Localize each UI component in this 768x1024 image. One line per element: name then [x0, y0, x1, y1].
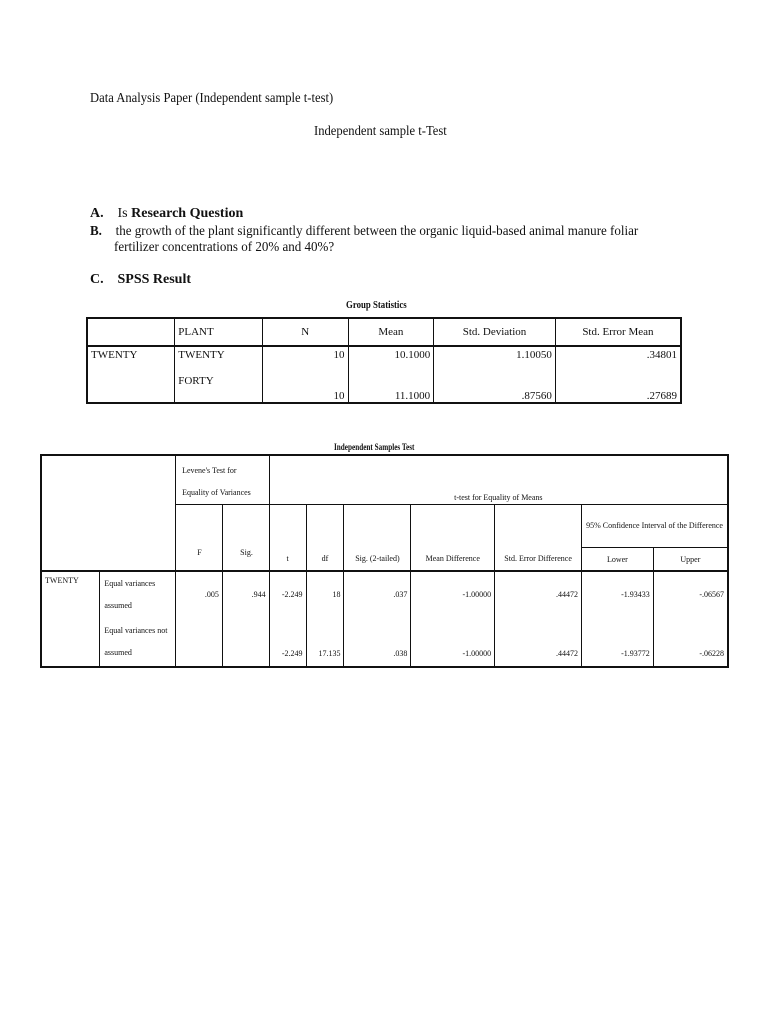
gs-cell-mean: 11.1000 — [348, 375, 434, 403]
ist-cell-sed: .44472 — [495, 617, 582, 667]
independent-test-table — [40, 454, 729, 668]
ist-blank — [411, 505, 495, 548]
document-header-line: Data Analysis Paper (Independent sample t-test) — [90, 91, 334, 106]
section-b — [90, 224, 638, 240]
group-statistics-table — [86, 317, 682, 404]
ist-header-blank — [41, 455, 176, 571]
ist-cell-upper: -.06228 — [653, 617, 728, 667]
section-b-text-line1: the growth of the plant significantly different between the organic liquid-based animal manure foliar — [115, 224, 639, 239]
section-b-label: B. — [90, 224, 102, 239]
gs-cell-plant: FORTY — [175, 375, 263, 403]
ist-header-sig-span — [222, 505, 269, 572]
ist-header-ttest: t-test for Equality of Means — [269, 455, 728, 505]
section-a-label: A. — [90, 206, 104, 221]
group-statistics-caption: Group Statistics — [346, 300, 407, 311]
section-c-label: C. — [90, 272, 104, 287]
ist-cell-lower: -1.93433 — [582, 571, 654, 617]
ist-header-ci: 95% Confidence Interval of the Difference — [582, 505, 728, 548]
section-a — [90, 206, 243, 222]
ist-row-group-empty — [41, 617, 100, 667]
gs-cell-sd: .87560 — [434, 375, 556, 403]
table-row — [87, 375, 681, 403]
ist-blank — [269, 505, 306, 548]
gs-header-blank — [87, 318, 175, 346]
gs-cell-sem: .27689 — [646, 390, 677, 402]
ist-row-label: Equal variances not assumed — [100, 617, 176, 667]
ist-col-f: F — [197, 548, 202, 557]
ist-row-group: TWENTY — [41, 571, 100, 617]
independent-test-caption: Independent Samples Test — [334, 442, 415, 452]
section-a-text: Research Question — [131, 206, 244, 221]
ist-col-sig2: Sig. (2-tailed) — [344, 548, 411, 572]
gs-header-sd: Std. Deviation — [434, 318, 556, 346]
table-row — [41, 571, 728, 617]
ist-col-md: Mean Difference — [411, 548, 495, 572]
gs-cell-mean: 10.1000 — [348, 346, 434, 375]
ist-header-f-span — [176, 505, 223, 572]
ist-cell-sig — [222, 617, 269, 667]
ist-cell-t: -2.249 — [269, 571, 306, 617]
gs-cell-sd: 1.10050 — [434, 346, 556, 375]
gs-cell-n: 10 — [263, 346, 349, 375]
ist-cell-md: -1.00000 — [411, 617, 495, 667]
gs-row-group-empty — [87, 375, 175, 403]
section-c-text: SPSS Result — [117, 272, 192, 287]
gs-row-group: TWENTY — [87, 346, 175, 375]
table-row — [87, 346, 681, 375]
ist-header-levene: Levene's Test for Equality of Variances — [176, 455, 270, 505]
ist-cell-sig2: .038 — [344, 617, 411, 667]
group-statistics-header-row — [87, 318, 681, 346]
gs-header-sem: Std. Error Mean — [555, 318, 681, 346]
section-a-prefix: Is — [117, 206, 128, 221]
table-row — [41, 617, 728, 667]
ist-cell-t: -2.249 — [269, 617, 306, 667]
ist-cell-df: 17.135 — [306, 617, 344, 667]
ist-cell-df: 18 — [306, 571, 344, 617]
ist-cell-upper: -.06567 — [653, 571, 728, 617]
ist-col-sed: Std. Error Difference — [495, 548, 582, 572]
ist-blank — [495, 505, 582, 548]
ist-col-sig: Sig. — [240, 548, 253, 557]
gs-cell-n: 10 — [263, 375, 349, 403]
ist-cell-f — [176, 617, 223, 667]
ist-cell-md: -1.00000 — [411, 571, 495, 617]
section-c — [90, 272, 191, 288]
gs-header-mean: Mean — [348, 318, 434, 346]
ist-cell-sig2: .037 — [344, 571, 411, 617]
ist-blank — [306, 505, 344, 548]
gs-cell-sem: .34801 — [646, 349, 677, 361]
ist-header-row-1 — [41, 455, 728, 505]
ist-cell-f: .005 — [176, 571, 223, 617]
document-subtitle: Independent sample t-Test — [314, 124, 447, 139]
gs-header-plant: PLANT — [175, 318, 263, 346]
section-b-text-line2: fertilizer concentrations of 20% and 40%? — [114, 240, 335, 255]
gs-header-n: N — [263, 318, 349, 346]
ist-col-lower: Lower — [582, 548, 654, 572]
ist-col-t: t — [269, 548, 306, 572]
ist-cell-sed: .44472 — [495, 571, 582, 617]
ist-cell-sig: .944 — [222, 571, 269, 617]
ist-row-label: Equal variances assumed — [100, 571, 176, 617]
gs-cell-plant: TWENTY — [175, 346, 263, 375]
ist-col-df: df — [306, 548, 344, 572]
ist-blank — [344, 505, 411, 548]
ist-cell-lower: -1.93772 — [582, 617, 654, 667]
ist-col-upper: Upper — [653, 548, 728, 572]
